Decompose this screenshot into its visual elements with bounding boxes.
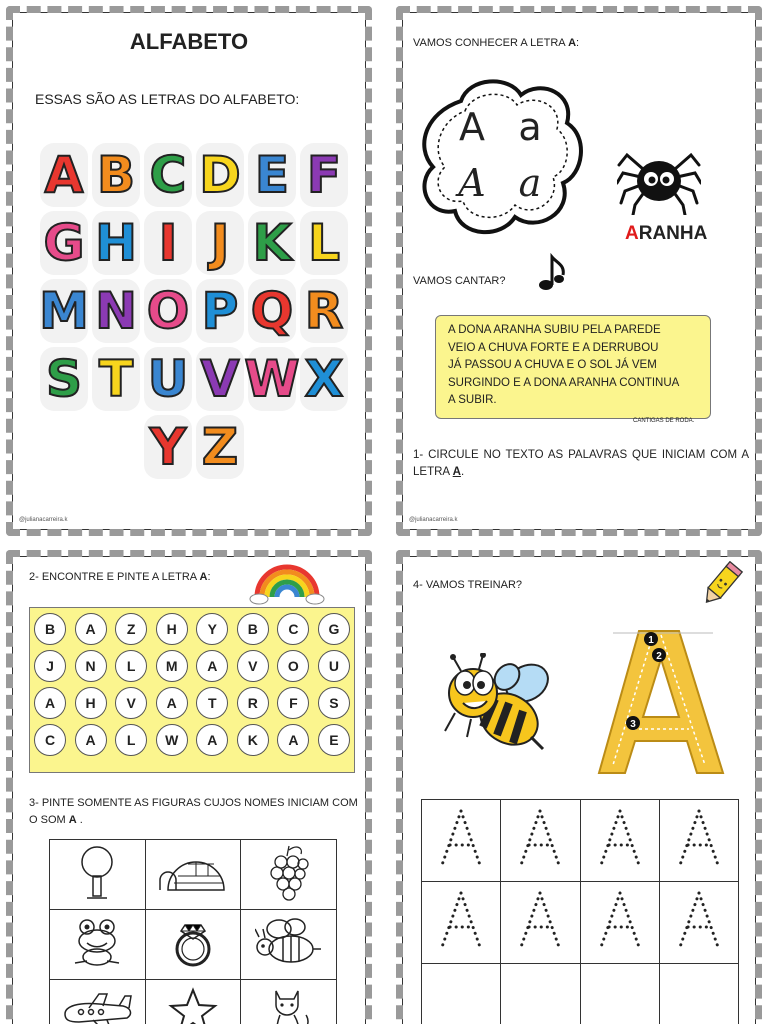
lyric-line: A SUBIR. xyxy=(448,394,497,406)
alphabet-letter: A xyxy=(40,143,88,207)
question-4: 4- VAMOS TREINAR? xyxy=(413,579,523,591)
alphabet-letter: N xyxy=(92,279,140,343)
alphabet-letter: M xyxy=(40,279,88,343)
stroke-number-2: 2 xyxy=(656,651,662,662)
spider-word-rest: RANHA xyxy=(638,223,708,244)
letter-circle[interactable]: B xyxy=(34,613,66,645)
scalloped-border xyxy=(6,6,372,536)
alphabet-subtitle: ESSAS SÃO AS LETRAS DO ALFABETO: xyxy=(35,91,300,107)
letter-circle[interactable]: J xyxy=(34,650,66,682)
alphabet-letter: I xyxy=(144,211,192,275)
question-3-text: 3- PINTE SOMENTE AS FIGURAS CUJOS NOMES INICIAM COM O SOM xyxy=(29,797,358,826)
alphabet-letter: O xyxy=(144,279,192,343)
alphabet-letter: T xyxy=(92,347,140,411)
scalloped-border xyxy=(396,550,762,1024)
letter-circle[interactable]: Y xyxy=(196,613,228,645)
alphabet-letter: Y xyxy=(144,415,192,479)
letter-circle[interactable]: V xyxy=(237,650,269,682)
intro-heading-text: VAMOS CONHECER A LETRA xyxy=(413,37,569,49)
letter-circle[interactable]: K xyxy=(237,724,269,756)
letter-circle[interactable]: Z xyxy=(115,613,147,645)
stroke-number-1: 1 xyxy=(648,635,654,646)
letter-circle[interactable]: U xyxy=(318,650,350,682)
alphabet-letter: W xyxy=(248,347,296,411)
lowercase-print-a: a xyxy=(518,105,542,149)
alphabet-letter: F xyxy=(300,143,348,207)
question-3-letter: A xyxy=(68,814,77,826)
letter-circle[interactable]: O xyxy=(277,650,309,682)
letter-circle[interactable]: A xyxy=(277,724,309,756)
spider-word-initial: A xyxy=(625,223,639,244)
letter-circle[interactable]: R xyxy=(237,687,269,719)
alphabet-letter: Q xyxy=(248,279,296,343)
alphabet-letter: C xyxy=(144,143,192,207)
letter-circle[interactable]: H xyxy=(156,613,188,645)
letter-circle[interactable]: T xyxy=(196,687,228,719)
question-1-text: 1- CIRCULE NO TEXTO AS PALAVRAS QUE INICIAM COM A LETRA xyxy=(413,449,749,478)
alphabet-letter: K xyxy=(248,211,296,275)
lyric-line: A DONA ARANHA SUBIU PELA PAREDE xyxy=(448,324,661,336)
question-1-period: . xyxy=(460,466,465,478)
sing-heading: VAMOS CANTAR? xyxy=(413,275,506,287)
alphabet-letter: E xyxy=(248,143,296,207)
intro-heading-letter: A xyxy=(568,37,577,49)
letter-circle[interactable]: A xyxy=(156,687,188,719)
question-2-letter: A xyxy=(199,571,208,583)
alphabet-letter: P xyxy=(196,279,244,343)
letter-circle[interactable]: G xyxy=(318,613,350,645)
letter-circle[interactable]: F xyxy=(277,687,309,719)
lyric-line: VEIO A CHUVA FORTE E A DERRUBOU xyxy=(448,341,659,354)
alphabet-letter: H xyxy=(92,211,140,275)
song-source: CANTIGAS DE RODA. xyxy=(633,418,695,424)
question-1-letter: A xyxy=(452,466,461,478)
lyric-line: SURGINDO E A DONA ARANHA CONTINUA xyxy=(448,376,680,389)
alphabet-letter: J xyxy=(196,211,244,275)
alphabet-letter: L xyxy=(300,211,348,275)
alphabet-letter: U xyxy=(144,347,192,411)
letter-circle[interactable]: A xyxy=(75,613,107,645)
page-title: ALFABETO xyxy=(129,29,249,54)
alphabet-letter: S xyxy=(40,347,88,411)
question-2-text: 2- ENCONTRE E PINTE A LETRA xyxy=(29,571,200,583)
lyric-line: JÁ PASSOU A CHUVA E O SOL JÁ VEM xyxy=(448,359,657,371)
letter-circle[interactable]: W xyxy=(156,724,188,756)
alphabet-letter: B xyxy=(92,143,140,207)
alphabet-letter: G xyxy=(40,211,88,275)
scalloped-border xyxy=(396,6,762,536)
alphabet-letter: Z xyxy=(196,415,244,479)
letter-circle[interactable]: A xyxy=(196,724,228,756)
letter-circle[interactable]: B xyxy=(237,613,269,645)
lowercase-cursive-a: a xyxy=(518,161,542,205)
letter-circle[interactable]: E xyxy=(318,724,350,756)
credit: @julianacarreira.k xyxy=(409,517,458,523)
stroke-number-3: 3 xyxy=(630,719,636,730)
alphabet-letter: V xyxy=(196,347,244,411)
letter-circle[interactable]: L xyxy=(115,724,147,756)
question-2-colon: : xyxy=(207,571,211,583)
alphabet-letter: R xyxy=(300,279,348,343)
intro-heading-colon: : xyxy=(576,37,580,49)
letter-circle[interactable]: M xyxy=(156,650,188,682)
letter-circle[interactable]: L xyxy=(115,650,147,682)
letter-circle[interactable]: H xyxy=(75,687,107,719)
letter-circle[interactable]: S xyxy=(318,687,350,719)
letter-circle[interactable]: C xyxy=(277,613,309,645)
letter-circle[interactable]: A xyxy=(34,687,66,719)
letter-circle[interactable]: N xyxy=(75,650,107,682)
uppercase-print-a: A xyxy=(459,105,485,149)
letter-circle[interactable]: A xyxy=(196,650,228,682)
question-3-period: . xyxy=(76,814,83,826)
credit: @julianacarreira.k xyxy=(19,517,68,523)
alphabet-letter: D xyxy=(196,143,244,207)
letter-circle[interactable]: A xyxy=(75,724,107,756)
alphabet-letter: X xyxy=(300,347,348,411)
letter-circle[interactable]: C xyxy=(34,724,66,756)
letter-circle[interactable]: V xyxy=(115,687,147,719)
uppercase-cursive-a: A xyxy=(458,161,486,205)
scalloped-border xyxy=(6,550,372,1024)
